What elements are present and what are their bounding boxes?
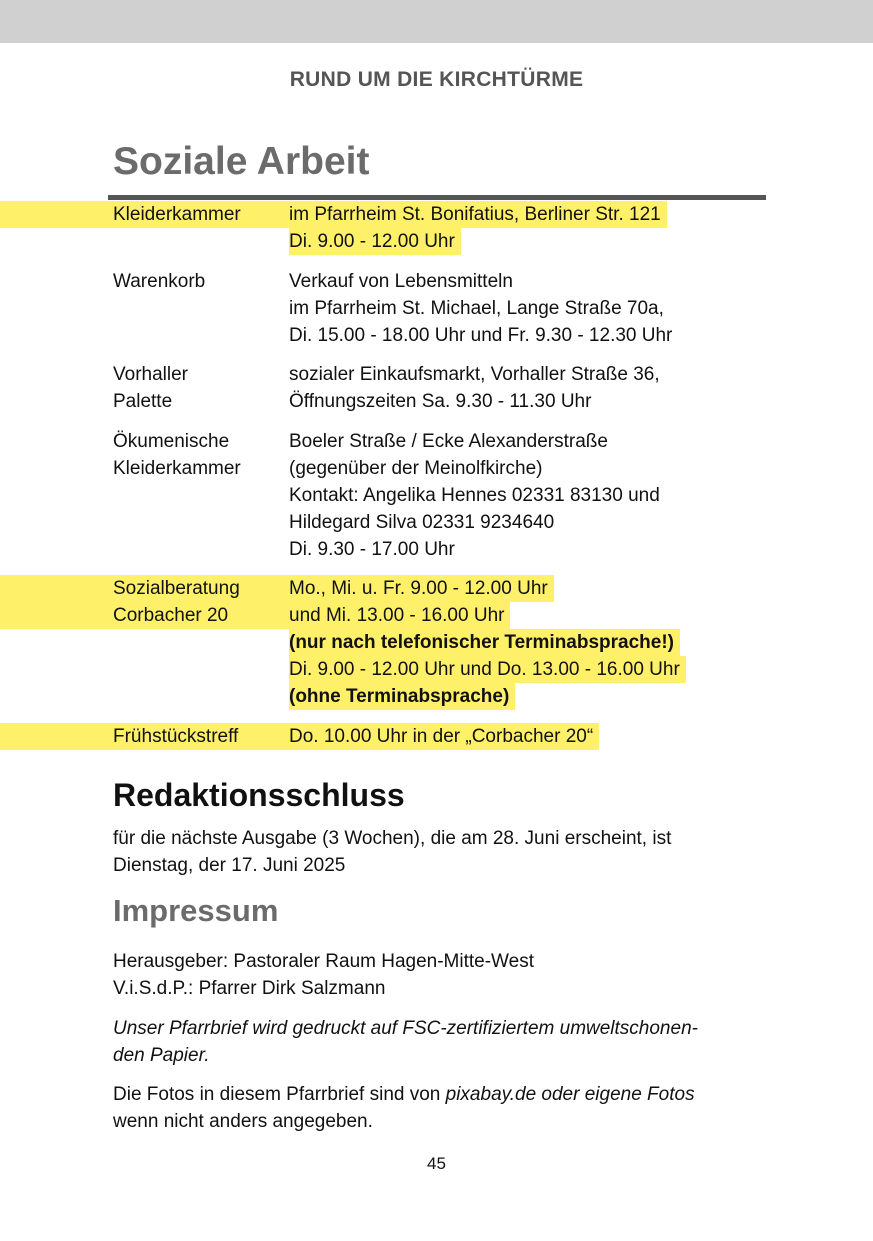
entry-text: im Pfarrheim St. Bonifatius, Berliner Str. 121 (289, 201, 667, 228)
redaktion-heading: Redaktionsschluss (113, 777, 405, 813)
entry-row (0, 482, 873, 509)
impressum-credits (113, 948, 534, 1002)
entry-row (0, 201, 873, 228)
photo-note (113, 1081, 695, 1135)
entry-label (0, 295, 289, 322)
entry-row (0, 629, 873, 656)
entry-vorhaller-palette (0, 361, 873, 415)
entry-row (0, 428, 873, 455)
entry-row (0, 388, 873, 415)
entry-row (0, 656, 873, 683)
entry-row (0, 455, 873, 482)
entry-text: Öffnungszeiten Sa. 9.30 - 11.30 Uhr (289, 391, 592, 412)
paper-note (113, 1015, 698, 1069)
entry-text: Verkauf von Lebensmitteln (289, 271, 513, 292)
entry-label: Kleiderkammer (0, 201, 289, 228)
entry-text: Di. 15.00 - 18.00 Uhr und Fr. 9.30 - 12.30 Uhr (289, 325, 673, 346)
paper-line: den Papier. (113, 1045, 210, 1066)
impressum-heading: Impressum (113, 893, 279, 928)
paper-line: Unser Pfarrbrief wird gedruckt auf FSC-zertifiziertem umweltschonen- (113, 1018, 698, 1039)
entry-row (0, 723, 873, 750)
entry-row (0, 536, 873, 563)
redaktion-text (113, 825, 671, 879)
entry-label: Palette (113, 391, 173, 412)
section-title: Soziale Arbeit (113, 140, 370, 183)
photo-line (113, 1081, 695, 1108)
entry-text: (ohne Terminabsprache) (289, 683, 515, 710)
entry-row (0, 575, 873, 602)
photo-line: wenn nicht anders angegeben. (113, 1111, 373, 1132)
entry-label (0, 656, 289, 683)
entry-row (0, 268, 873, 295)
entry-text: Do. 10.00 Uhr in der „Corbacher 20“ (289, 723, 599, 750)
entry-text: Kontakt: Angelika Hennes 02331 83130 und (289, 485, 660, 506)
entry-label: Vorhaller (113, 364, 188, 385)
entry-label: Sozialberatung (0, 575, 289, 602)
entry-text: Di. 9.30 - 17.00 Uhr (289, 539, 455, 560)
entry-text: und Mi. 13.00 - 16.00 Uhr (289, 602, 510, 629)
entry-label (0, 482, 289, 509)
publisher-line: Herausgeber: Pastoraler Raum Hagen-Mitte-West (113, 951, 534, 972)
entry-row (0, 228, 873, 255)
entry-label (0, 322, 289, 349)
entry-text: (gegenüber der Meinolfkirche) (289, 458, 543, 479)
entry-text: Hildegard Silva 02331 9234640 (289, 512, 555, 533)
entry-sozialberatung (0, 575, 873, 710)
service-list (0, 201, 873, 750)
entry-kleiderkammer (0, 201, 873, 255)
entry-label (0, 629, 289, 656)
entry-warenkorb (0, 268, 873, 349)
entry-label: Corbacher 20 (0, 602, 289, 629)
photo-source: pixabay.de oder eigene Fotos (445, 1084, 695, 1105)
entry-label: Frühstückstreff (0, 723, 289, 750)
redaktion-line: Dienstag, der 17. Juni 2025 (113, 855, 346, 876)
entry-label (0, 509, 289, 536)
entry-text: (nur nach telefonischer Terminabsprache!) (289, 629, 680, 656)
top-bar (0, 0, 873, 43)
entry-label: Ökumenische (113, 431, 230, 452)
entry-text: Boeler Straße / Ecke Alexanderstraße (289, 431, 608, 452)
page-number: 45 (427, 1154, 446, 1173)
entry-row (0, 322, 873, 349)
entry-row (0, 509, 873, 536)
entry-text: sozialer Einkaufsmarkt, Vorhaller Straße 36, (289, 364, 660, 385)
entry-row (0, 683, 873, 710)
entry-label: Kleiderkammer (113, 458, 241, 479)
entry-text: im Pfarrheim St. Michael, Lange Straße 70a, (289, 298, 664, 319)
entry-oekumenische-kleiderkammer (0, 428, 873, 563)
redaktion-line: für die nächste Ausgabe (3 Wochen), die am 28. Juni erscheint, ist (113, 828, 672, 849)
photo-prefix: Die Fotos in diesem Pfarrbrief sind von (113, 1084, 446, 1105)
entry-text: Mo., Mi. u. Fr. 9.00 - 12.00 Uhr (289, 575, 554, 602)
entry-row (0, 361, 873, 388)
title-rule (108, 195, 766, 200)
entry-label (0, 228, 289, 255)
entry-label (0, 683, 289, 710)
entry-text: Di. 9.00 - 12.00 Uhr (289, 228, 461, 255)
entry-fruehstueckstreff (0, 723, 873, 750)
entry-label: Warenkorb (113, 271, 206, 292)
running-head: RUND UM DIE KIRCHTÜRME (289, 68, 584, 91)
entry-text: Di. 9.00 - 12.00 Uhr und Do. 13.00 - 16.00 Uhr (289, 656, 686, 683)
entry-label (0, 536, 289, 563)
visdp-line: V.i.S.d.P.: Pfarrer Dirk Salzmann (113, 978, 386, 999)
entry-row (0, 602, 873, 629)
entry-row (0, 295, 873, 322)
